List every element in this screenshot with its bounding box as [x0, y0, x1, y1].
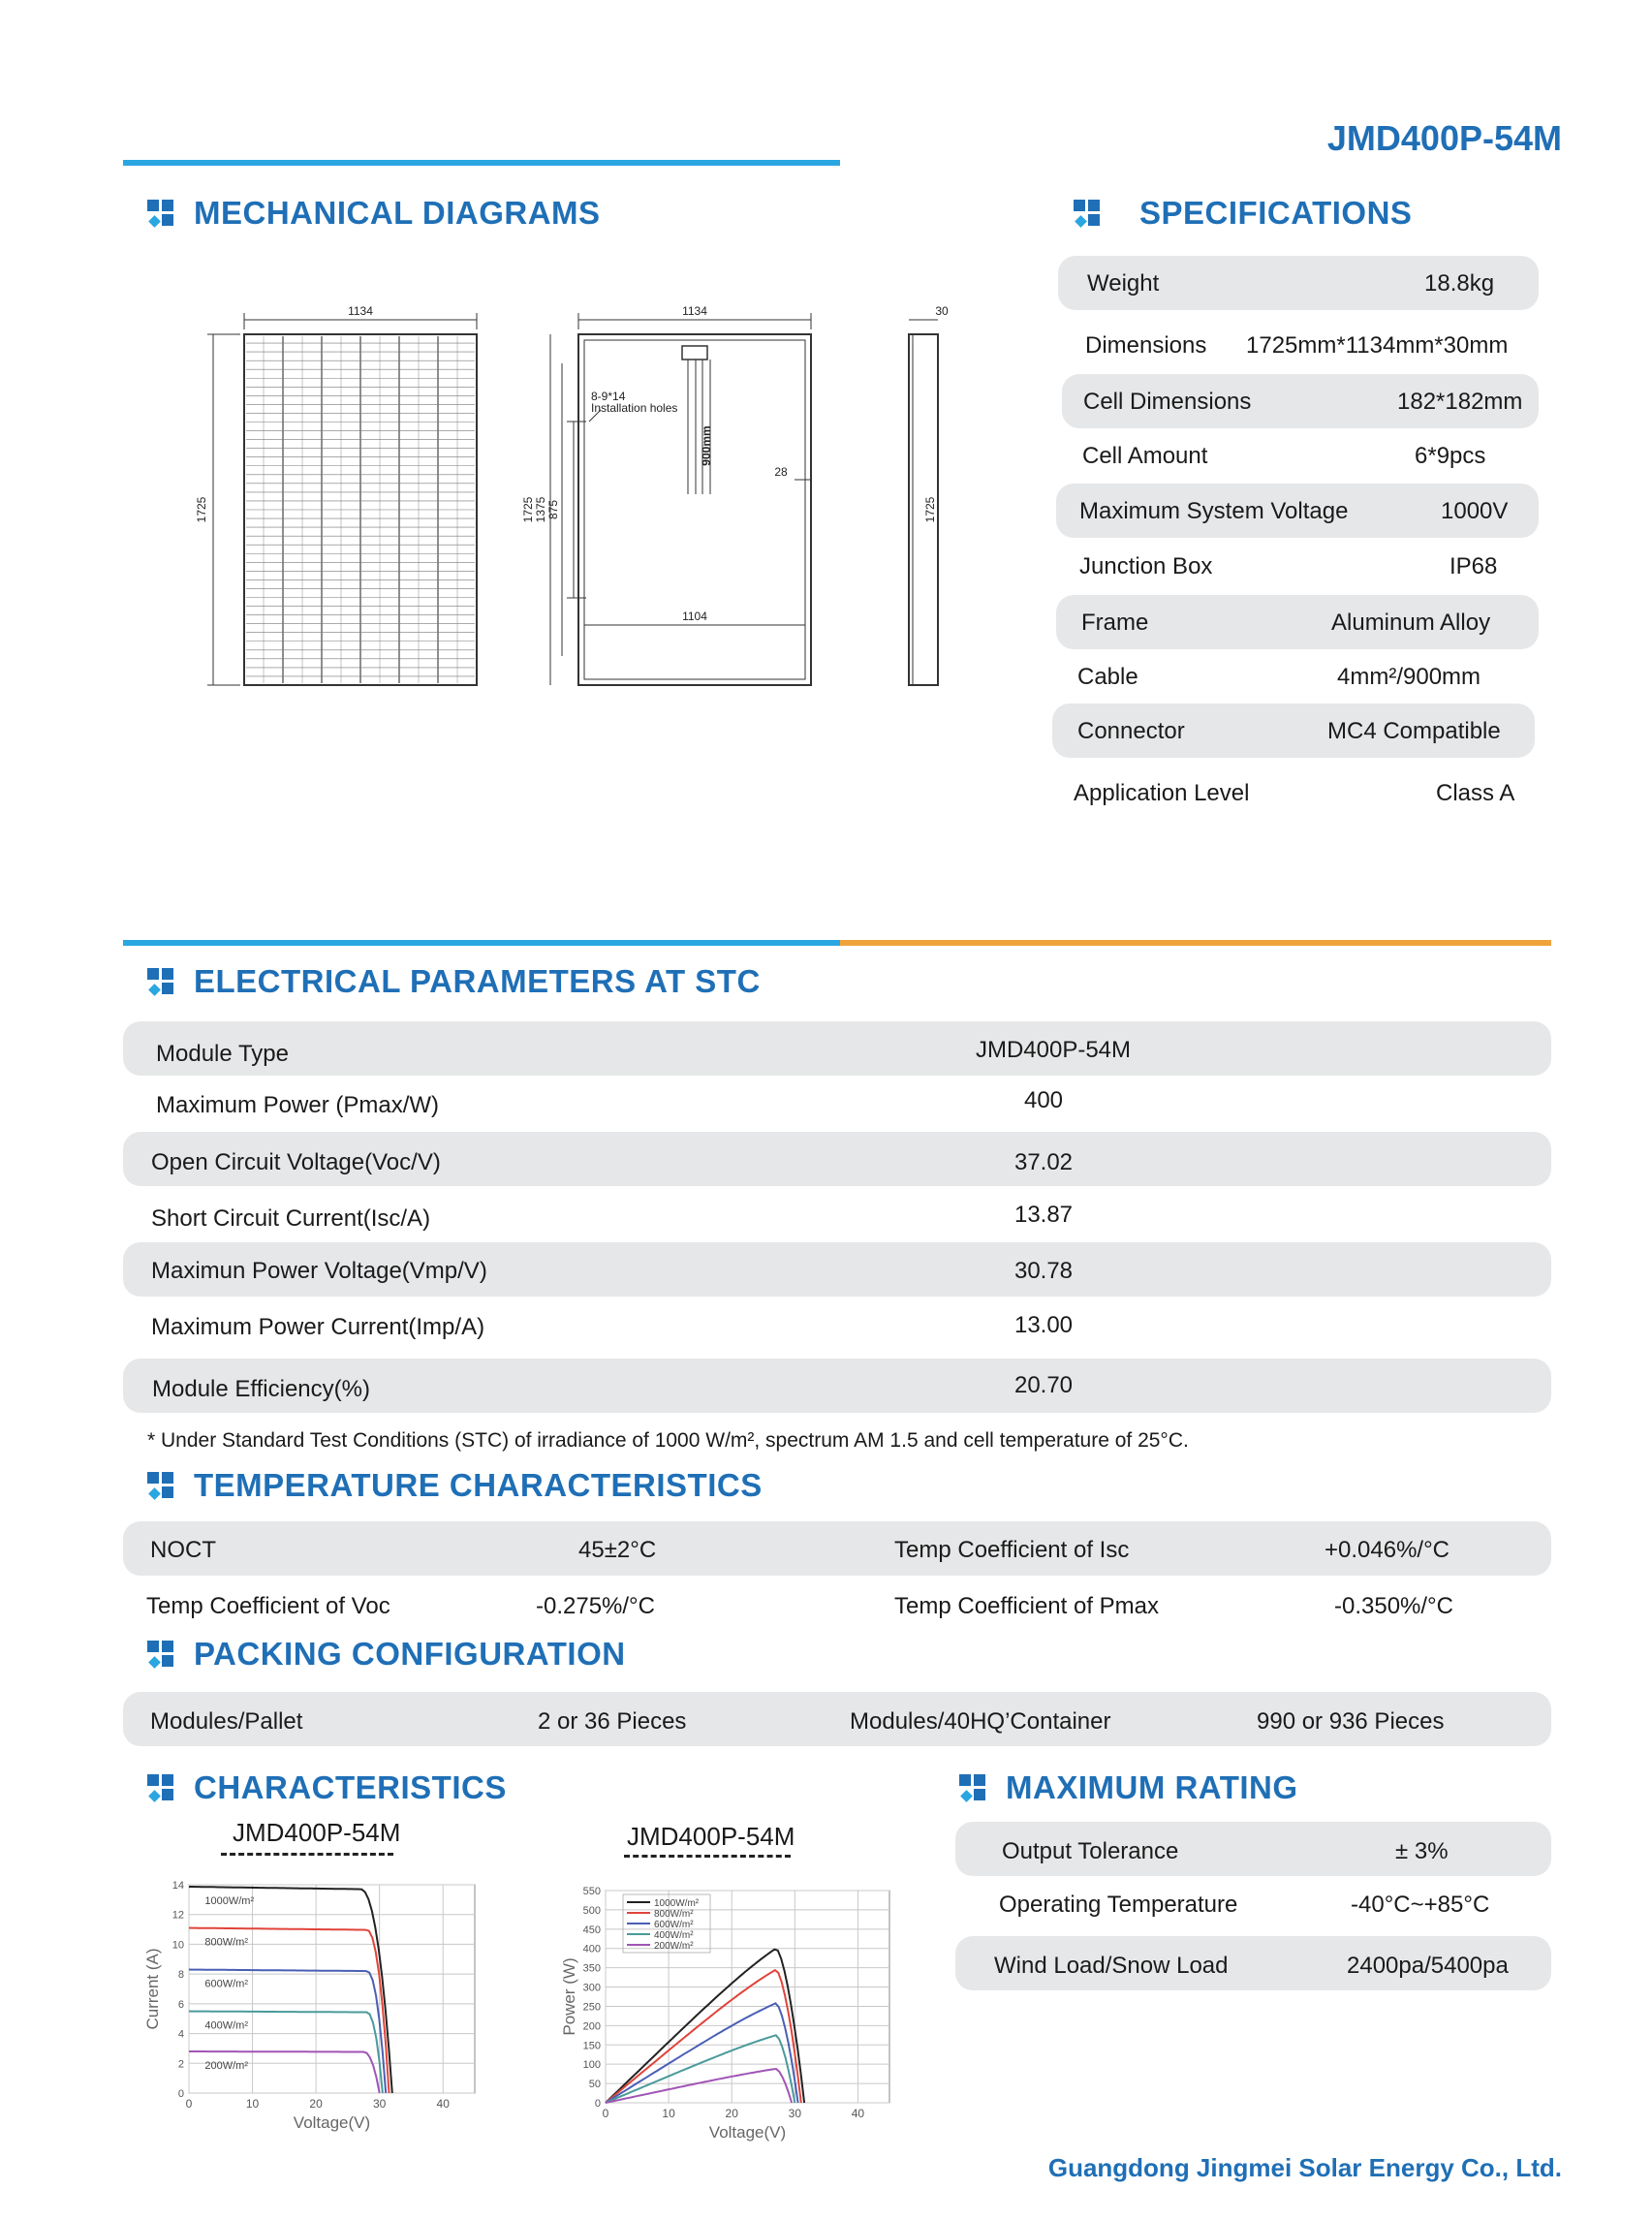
pv-chart-title: JMD400P-54M — [627, 1822, 795, 1851]
plot-area — [606, 1891, 889, 2103]
legend-label: 1000W/m² — [654, 1898, 700, 1909]
top-divider — [123, 160, 840, 166]
y-tick-label: 4 — [177, 2028, 184, 2041]
legend-label: 400W/m² — [654, 1930, 694, 1941]
packing-key: Modules/Pallet — [150, 1708, 303, 1735]
y-tick-label: 300 — [582, 1982, 601, 1994]
section-icon — [959, 1774, 986, 1801]
y-tick-label: 8 — [177, 1969, 184, 1982]
dim-bottom-width: 1104 — [682, 610, 707, 623]
electrical-key: Short Circuit Current(Isc/A) — [151, 1205, 431, 1232]
spec-row — [1058, 256, 1539, 310]
y-tick-label: 100 — [582, 2059, 601, 2072]
section-title-characteristics: CHARACTERISTICS — [194, 1769, 507, 1805]
packing-value: 990 or 936 Pieces — [1257, 1708, 1445, 1735]
dim-back-1725: 1725 — [521, 496, 535, 523]
y-tick-label: 14 — [171, 1880, 184, 1892]
y-tick-label: 2 — [177, 2058, 184, 2071]
section-icon — [147, 1641, 174, 1668]
series-label: 800W/m² — [204, 1936, 249, 1949]
spec-row — [1058, 318, 1539, 372]
electrical-value: 13.87 — [1013, 1202, 1074, 1228]
temperature-value: 45±2°C — [578, 1537, 657, 1563]
electrical-row — [123, 1242, 1551, 1297]
electrical-key: Maximum Power Current(Imp/A) — [151, 1314, 485, 1340]
spec-value: Class A — [1436, 780, 1515, 806]
y-tick-label: 12 — [171, 1909, 184, 1922]
x-tick-label: 30 — [788, 2107, 802, 2120]
spec-row — [1050, 766, 1539, 820]
legend-label: 600W/m² — [654, 1920, 694, 1930]
spec-value: 6*9pcs — [1415, 443, 1486, 469]
spec-row — [1056, 484, 1539, 538]
y-tick-label: 250 — [582, 2001, 601, 2014]
pv-chart — [543, 1875, 911, 2151]
spec-key: Application Level — [1074, 780, 1250, 806]
legend-label: 800W/m² — [654, 1909, 694, 1920]
spec-row — [1056, 539, 1539, 593]
electrical-key: Maximum Power (Pmax/W) — [156, 1092, 440, 1118]
y-tick-label: 500 — [582, 1904, 601, 1917]
spec-row — [1056, 595, 1539, 649]
x-tick-label: 0 — [602, 2107, 609, 2120]
y-axis-label: Current (A) — [143, 1948, 162, 2030]
spec-key: Cell Dimensions — [1083, 389, 1252, 415]
electrical-value: 400 — [1023, 1087, 1064, 1113]
y-tick-label: 150 — [582, 2040, 601, 2052]
y-tick-label: 0 — [177, 2088, 184, 2100]
x-tick-label: 40 — [851, 2107, 865, 2120]
pv-title-underline — [624, 1855, 791, 1858]
electrical-row — [123, 1021, 1551, 1076]
electrical-value: 20.70 — [1013, 1372, 1074, 1398]
max-rating-key: Output Tolerance — [1002, 1838, 1179, 1864]
electrical-row — [123, 1078, 1551, 1132]
spec-value: IP68 — [1449, 553, 1498, 579]
section-title-mechanical: MECHANICAL DIAGRAMS — [194, 195, 601, 231]
cable-length: 900mm — [700, 425, 713, 466]
section-icon — [1074, 200, 1101, 227]
max-rating-row — [955, 1822, 1551, 1876]
spec-value: MC4 Compatible — [1327, 718, 1501, 744]
spec-key: Weight — [1087, 270, 1160, 297]
spec-row — [1052, 649, 1539, 704]
electrical-row — [123, 1132, 1551, 1186]
electrical-value: JMD400P-54M — [975, 1037, 1132, 1063]
spec-value: 1725mm*1134mm*30mm — [1246, 332, 1509, 359]
y-tick-label: 550 — [582, 1886, 601, 1897]
y-tick-label: 50 — [588, 2079, 601, 2091]
x-tick-label: 10 — [662, 2107, 675, 2120]
spec-key: Cell Amount — [1082, 443, 1208, 469]
spec-row — [1052, 704, 1535, 758]
iv-chart — [145, 1865, 494, 2146]
spec-key: Maximum System Voltage — [1079, 498, 1349, 524]
temperature-row — [123, 1578, 1551, 1632]
spec-key: Frame — [1081, 610, 1149, 636]
electrical-value: 13.00 — [1013, 1312, 1074, 1338]
temperature-key: Temp Coefficient of Pmax — [894, 1593, 1160, 1619]
series-label: 600W/m² — [204, 1978, 249, 1990]
dim-side-height: 1725 — [923, 496, 937, 523]
spec-key: Dimensions — [1085, 332, 1207, 359]
temperature-key: Temp Coefficient of Isc — [894, 1537, 1130, 1563]
spec-key: Connector — [1077, 718, 1185, 744]
section-title-specifications: SPECIFICATIONS — [1139, 195, 1413, 231]
max-rating-key: Operating Temperature — [999, 1892, 1238, 1918]
temperature-key: Temp Coefficient of Voc — [146, 1593, 390, 1619]
electrical-row — [123, 1359, 1551, 1413]
divider-blue — [123, 940, 840, 946]
company-name: Guangdong Jingmei Solar Energy Co., Ltd. — [1047, 2153, 1562, 2182]
holes-label-1: 8-9*14 — [591, 390, 626, 403]
electrical-row — [123, 1298, 1551, 1353]
y-tick-label: 450 — [582, 1924, 601, 1936]
max-rating-value: ± 3% — [1395, 1838, 1449, 1864]
electrical-key: Module Efficiency(%) — [152, 1376, 370, 1402]
y-axis-label: Power (W) — [560, 1957, 578, 2036]
x-tick-label: 10 — [245, 2097, 260, 2111]
legend-label: 200W/m² — [654, 1941, 694, 1952]
electrical-value: 30.78 — [1013, 1258, 1074, 1284]
iv-title-underline — [221, 1853, 393, 1856]
packing-key: Modules/40HQ’Container — [850, 1708, 1111, 1735]
temperature-value: -0.350%/°C — [1334, 1593, 1453, 1619]
series-line — [606, 2003, 798, 2103]
dim-front-height: 1725 — [195, 496, 208, 523]
spec-key: Cable — [1077, 664, 1138, 690]
max-rating-row — [955, 1876, 1551, 1930]
temperature-value: -0.275%/°C — [536, 1593, 655, 1619]
packing-value: 2 or 36 Pieces — [538, 1708, 687, 1735]
temperature-key: NOCT — [150, 1537, 216, 1563]
dim-side-depth: 30 — [935, 304, 949, 318]
temperature-value: +0.046%/°C — [1325, 1537, 1450, 1563]
section-title-packing: PACKING CONFIGURATION — [194, 1636, 626, 1672]
series-label: 400W/m² — [204, 2019, 249, 2032]
x-tick-label: 20 — [725, 2107, 738, 2120]
series-label: 1000W/m² — [204, 1894, 255, 1907]
x-tick-label: 0 — [185, 2097, 193, 2111]
y-tick-label: 6 — [177, 1998, 184, 2011]
y-tick-label: 0 — [594, 2098, 601, 2110]
max-rating-value: 2400pa/5400pa — [1347, 1953, 1509, 1979]
dim-back-1375: 1375 — [534, 496, 547, 523]
spec-value: 1000V — [1441, 498, 1509, 524]
model-title: JMD400P-54M — [1326, 118, 1562, 158]
dim-28: 28 — [774, 465, 788, 479]
x-tick-label: 40 — [436, 2097, 450, 2111]
spec-value: 4mm²/900mm — [1337, 664, 1481, 690]
section-icon — [147, 200, 174, 227]
packing-row — [123, 1692, 1551, 1746]
series-line — [189, 2051, 380, 2093]
spec-row — [1062, 374, 1539, 428]
max-rating-row — [955, 1936, 1551, 1990]
spec-value: Aluminum Alloy — [1331, 610, 1491, 636]
x-tick-label: 20 — [309, 2097, 323, 2111]
dim-back-width: 1134 — [682, 304, 707, 318]
y-tick-label: 400 — [582, 1943, 601, 1955]
stc-note: * Under Standard Test Conditions (STC) of irradiance of 1000 W/m², spectrum AM 1.5 and cell temperature of 25°C. — [147, 1429, 1189, 1452]
electrical-key: Open Circuit Voltage(Voc/V) — [151, 1149, 441, 1175]
max-rating-key: Wind Load/Snow Load — [994, 1953, 1229, 1979]
spec-row — [1058, 428, 1539, 483]
section-icon — [147, 1472, 174, 1499]
spec-value: 18.8kg — [1424, 270, 1495, 297]
x-axis-label: Voltage(V) — [293, 2113, 371, 2132]
section-title-electrical: ELECTRICAL PARAMETERS AT STC — [194, 963, 761, 999]
electrical-key: Module Type — [156, 1041, 289, 1067]
electrical-row — [123, 1188, 1551, 1242]
max-rating-value: -40°C~+85°C — [1351, 1892, 1490, 1918]
y-tick-label: 350 — [582, 1962, 601, 1975]
spec-key: Junction Box — [1079, 553, 1213, 579]
electrical-key: Maximun Power Voltage(Vmp/V) — [151, 1258, 487, 1284]
section-icon — [147, 968, 174, 995]
holes-label-2: Installation holes — [591, 401, 678, 415]
y-tick-label: 200 — [582, 2020, 601, 2033]
dim-front-width: 1134 — [348, 304, 373, 318]
temperature-row — [123, 1521, 1551, 1576]
series-label: 200W/m² — [204, 2060, 249, 2072]
x-axis-label: Voltage(V) — [708, 2123, 787, 2142]
cell-grid — [246, 336, 475, 683]
section-title-temperature: TEMPERATURE CHARACTERISTICS — [194, 1467, 763, 1503]
section-icon — [147, 1774, 174, 1801]
x-tick-label: 30 — [372, 2097, 387, 2111]
section-title-max-rating: MAXIMUM RATING — [1006, 1769, 1298, 1805]
iv-chart-title: JMD400P-54M — [233, 1818, 401, 1847]
mechanical-drawing — [194, 296, 959, 703]
spec-value: 182*182mm — [1397, 389, 1523, 415]
y-tick-label: 10 — [171, 1939, 184, 1952]
electrical-value: 37.02 — [1013, 1149, 1074, 1175]
divider-orange — [840, 940, 1551, 946]
dim-back-875: 875 — [546, 499, 560, 520]
